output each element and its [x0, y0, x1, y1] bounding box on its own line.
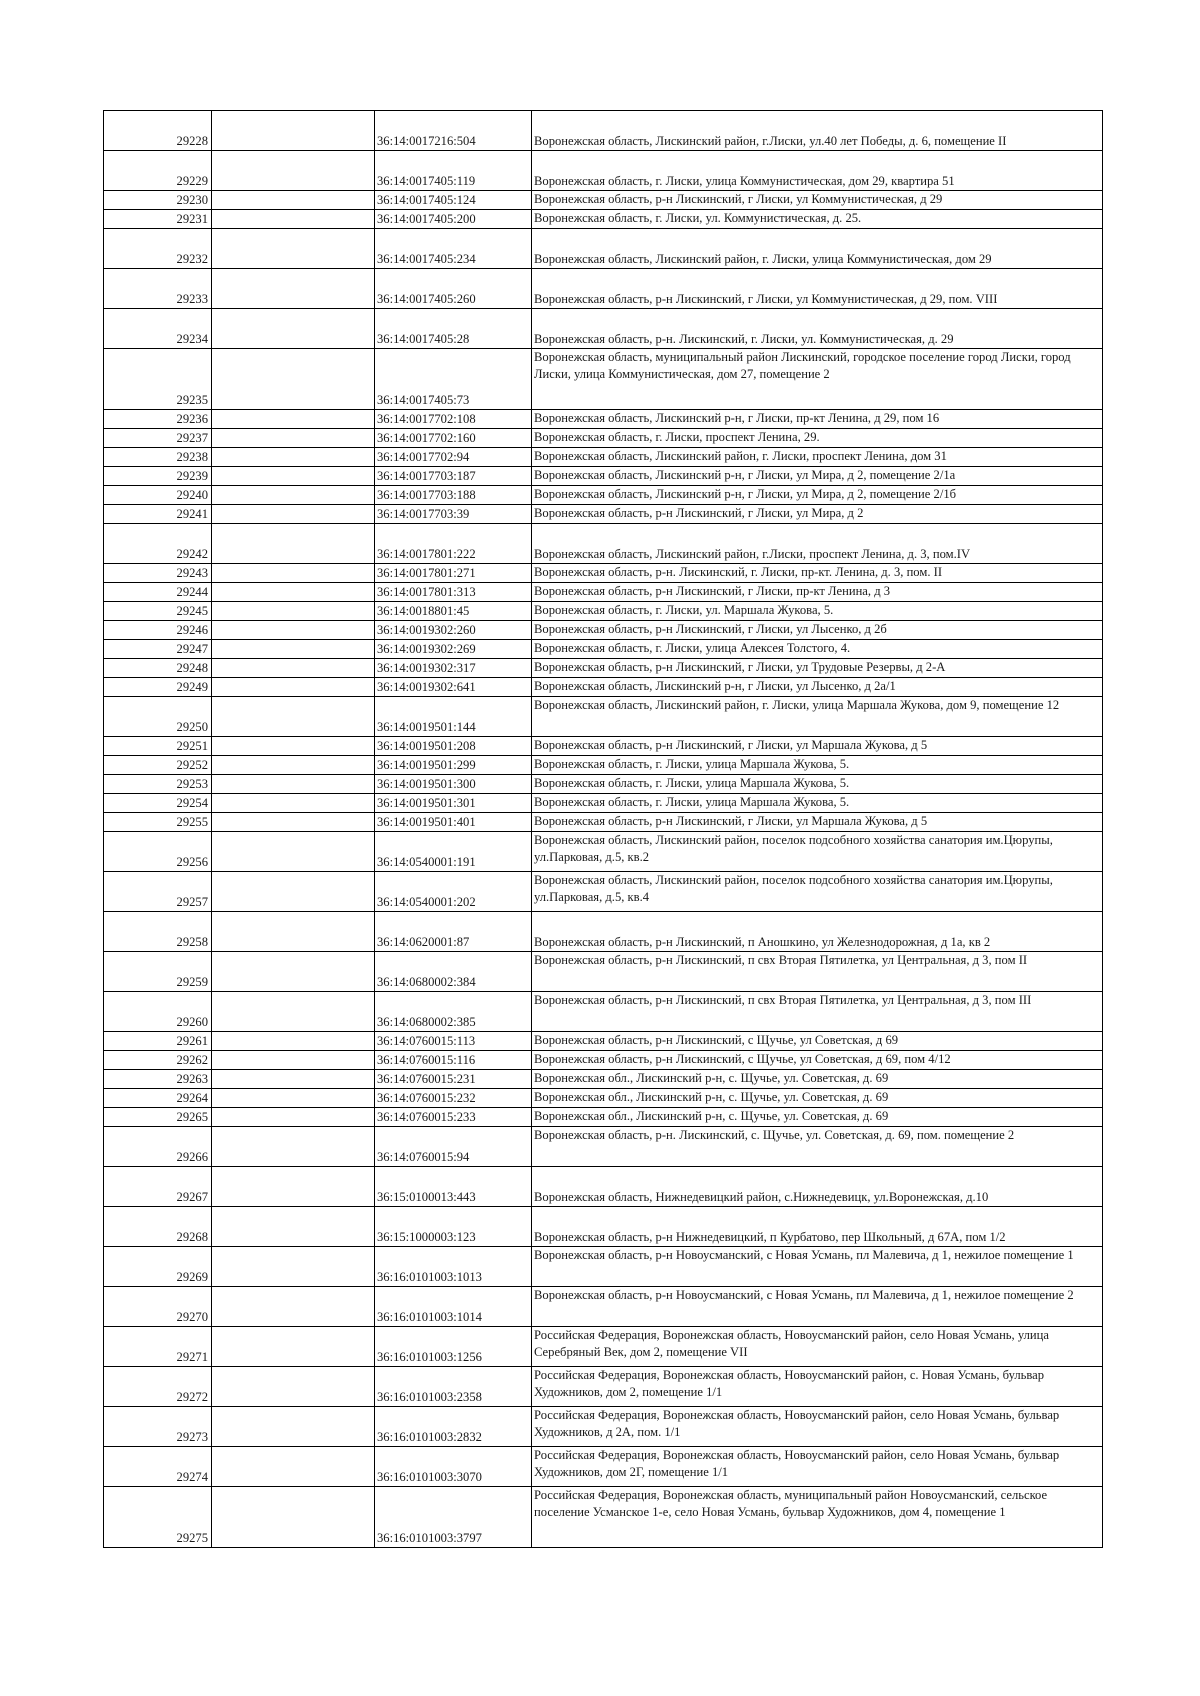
table-row	[104, 621, 1103, 640]
empty-cell	[212, 678, 375, 697]
empty-cell	[212, 467, 375, 486]
address-cell: Воронежская область, Лискинский р-н, г Лиски, пр-кт Ленина, д 29, пом 16	[532, 410, 1103, 429]
empty-cell	[212, 992, 375, 1032]
row-number-cell: 29263	[104, 1070, 212, 1089]
property-registry-table	[103, 110, 1103, 1548]
address-cell: Воронежская область, Лискинский район, г.Лиски, ул.40 лет Победы, д. 6, помещение II	[532, 111, 1103, 151]
cadastral-number-cell: 36:16:0101003:1014	[375, 1287, 532, 1327]
cadastral-number-cell: 36:14:0760015:232	[375, 1089, 532, 1108]
cadastral-number-cell: 36:14:0760015:231	[375, 1070, 532, 1089]
address-cell: Воронежская область, р-н Нижнедевицкий, п Курбатово, пер Школьный, д 67А, пом 1/2	[532, 1207, 1103, 1247]
empty-cell	[212, 1108, 375, 1127]
table-row	[104, 448, 1103, 467]
address-cell: Российская Федерация, Воронежская область, Новоусманский район, с. Новая Усмань, бульвар Художников, дом 2, помещение 1/1	[532, 1367, 1103, 1407]
empty-cell	[212, 229, 375, 269]
table-row	[104, 1108, 1103, 1127]
empty-cell	[212, 448, 375, 467]
address-cell: Воронежская область, Лискинский район, г. Лиски, улица Коммунистическая, дом 29	[532, 229, 1103, 269]
table-row	[104, 775, 1103, 794]
cadastral-number-cell: 36:14:0019302:269	[375, 640, 532, 659]
row-number-cell: 29229	[104, 151, 212, 191]
table-row	[104, 1367, 1103, 1407]
address-cell: Воронежская область, р-н Лискинский, п Аношкино, ул Железнодорожная, д 1а, кв 2	[532, 912, 1103, 952]
table-row	[104, 952, 1103, 992]
row-number-cell: 29240	[104, 486, 212, 505]
address-cell: Российская Федерация, Воронежская область, Новоусманский район, село Новая Усмань, бульвар Художников, д 2А, пом. 1/1	[532, 1407, 1103, 1447]
empty-cell	[212, 1127, 375, 1167]
row-number-cell: 29262	[104, 1051, 212, 1070]
table-row	[104, 602, 1103, 621]
empty-cell	[212, 756, 375, 775]
address-cell: Воронежская область, г. Лиски, улица Маршала Жукова, 5.	[532, 756, 1103, 775]
cadastral-number-cell: 36:14:0017405:234	[375, 229, 532, 269]
cadastral-number-cell: 36:14:0680002:385	[375, 992, 532, 1032]
row-number-cell: 29255	[104, 813, 212, 832]
address-cell: Воронежская обл., Лискинский р-н, с. Щучье, ул. Советская, д. 69	[532, 1070, 1103, 1089]
empty-cell	[212, 191, 375, 210]
empty-cell	[212, 1287, 375, 1327]
table-row	[104, 1407, 1103, 1447]
row-number-cell: 29268	[104, 1207, 212, 1247]
table-row	[104, 1447, 1103, 1487]
empty-cell	[212, 872, 375, 912]
cadastral-number-cell: 36:14:0017801:313	[375, 583, 532, 602]
table-row	[104, 564, 1103, 583]
row-number-cell: 29239	[104, 467, 212, 486]
empty-cell	[212, 1407, 375, 1447]
row-number-cell: 29275	[104, 1487, 212, 1548]
cadastral-number-cell: 36:14:0017405:260	[375, 269, 532, 309]
cadastral-number-cell: 36:14:0540001:202	[375, 872, 532, 912]
address-cell: Воронежская область, Нижнедевицкий район, с.Нижнедевицк, ул.Воронежская, д.10	[532, 1167, 1103, 1207]
empty-cell	[212, 813, 375, 832]
cadastral-number-cell: 36:14:0017405:200	[375, 210, 532, 229]
cadastral-number-cell: 36:14:0019302:317	[375, 659, 532, 678]
cadastral-number-cell: 36:15:0100013:443	[375, 1167, 532, 1207]
address-cell: Воронежская обл., Лискинский р-н, с. Щучье, ул. Советская, д. 69	[532, 1108, 1103, 1127]
table-row	[104, 794, 1103, 813]
address-cell: Воронежская область, Лискинский р-н, г Лиски, ул Лысенко, д 2а/1	[532, 678, 1103, 697]
row-number-cell: 29245	[104, 602, 212, 621]
empty-cell	[212, 659, 375, 678]
table-row	[104, 1051, 1103, 1070]
row-number-cell: 29247	[104, 640, 212, 659]
address-cell: Воронежская область, р-н Лискинский, г Лиски, ул Лысенко, д 2б	[532, 621, 1103, 640]
address-cell: Воронежская область, р-н Новоусманский, с Новая Усмань, пл Малевича, д 1, нежилое помещение 2	[532, 1287, 1103, 1327]
cadastral-number-cell: 36:14:0017216:504	[375, 111, 532, 151]
row-number-cell: 29259	[104, 952, 212, 992]
row-number-cell: 29244	[104, 583, 212, 602]
empty-cell	[212, 737, 375, 756]
cadastral-number-cell: 36:14:0017702:160	[375, 429, 532, 448]
address-cell: Воронежская область, р-н. Лискинский, г. Лиски, ул. Коммунистическая, д. 29	[532, 309, 1103, 349]
cadastral-number-cell: 36:14:0018801:45	[375, 602, 532, 621]
address-cell: Воронежская область, р-н Лискинский, с Щучье, ул Советская, д 69	[532, 1032, 1103, 1051]
address-cell: Воронежская область, Лискинский район, поселок подсобного хозяйства санатория им.Цюрупы, ул.Парковая, д.5, кв.2	[532, 832, 1103, 872]
address-cell: Воронежская область, муниципальный район Лискинский, городское поселение город Лиски, город Лиски, улица Коммунистическая, дом 27, помещение 2	[532, 349, 1103, 410]
address-cell: Воронежская область, р-н Новоусманский, с Новая Усмань, пл Малевича, д 1, нежилое помещение 1	[532, 1247, 1103, 1287]
cadastral-number-cell: 36:14:0017703:39	[375, 505, 532, 524]
table-row	[104, 191, 1103, 210]
row-number-cell: 29254	[104, 794, 212, 813]
table-row	[104, 1089, 1103, 1108]
cadastral-number-cell: 36:16:0101003:2358	[375, 1367, 532, 1407]
cadastral-number-cell: 36:14:0019302:260	[375, 621, 532, 640]
table-row	[104, 583, 1103, 602]
table-row	[104, 678, 1103, 697]
table-row	[104, 524, 1103, 564]
table-row	[104, 505, 1103, 524]
cadastral-number-cell: 36:14:0017801:222	[375, 524, 532, 564]
empty-cell	[212, 1247, 375, 1287]
empty-cell	[212, 1447, 375, 1487]
registry-table-body	[104, 111, 1103, 1548]
row-number-cell: 29237	[104, 429, 212, 448]
empty-cell	[212, 1051, 375, 1070]
address-cell: Российская Федерация, Воронежская область, Новоусманский район, село Новая Усмань, улица Серебряный Век, дом 2, помещение VII	[532, 1327, 1103, 1367]
empty-cell	[212, 794, 375, 813]
address-cell: Российская Федерация, Воронежская область, Новоусманский район, село Новая Усмань, бульвар Художников, дом 2Г, помещение 1/1	[532, 1447, 1103, 1487]
empty-cell	[212, 410, 375, 429]
empty-cell	[212, 1207, 375, 1247]
row-number-cell: 29258	[104, 912, 212, 952]
table-row	[104, 349, 1103, 410]
row-number-cell: 29241	[104, 505, 212, 524]
row-number-cell: 29256	[104, 832, 212, 872]
cadastral-number-cell: 36:14:0017702:94	[375, 448, 532, 467]
table-row	[104, 832, 1103, 872]
table-row	[104, 659, 1103, 678]
cadastral-number-cell: 36:14:0017702:108	[375, 410, 532, 429]
empty-cell	[212, 1070, 375, 1089]
address-cell: Воронежская область, г. Лиски, ул. Маршала Жукова, 5.	[532, 602, 1103, 621]
table-row	[104, 309, 1103, 349]
empty-cell	[212, 1367, 375, 1407]
empty-cell	[212, 151, 375, 191]
cadastral-number-cell: 36:14:0760015:113	[375, 1032, 532, 1051]
address-cell: Воронежская область, г. Лиски, ул. Коммунистическая, д. 25.	[532, 210, 1103, 229]
cadastral-number-cell: 36:16:0101003:2832	[375, 1407, 532, 1447]
empty-cell	[212, 1487, 375, 1548]
table-row	[104, 640, 1103, 659]
empty-cell	[212, 524, 375, 564]
cadastral-number-cell: 36:14:0760015:94	[375, 1127, 532, 1167]
row-number-cell: 29243	[104, 564, 212, 583]
address-cell: Воронежская область, р-н Лискинский, с Щучье, ул Советская, д 69, пом 4/12	[532, 1051, 1103, 1070]
row-number-cell: 29251	[104, 737, 212, 756]
cadastral-number-cell: 36:14:0019501:401	[375, 813, 532, 832]
table-row	[104, 1207, 1103, 1247]
empty-cell	[212, 621, 375, 640]
table-row	[104, 697, 1103, 737]
cadastral-number-cell: 36:16:0101003:3797	[375, 1487, 532, 1548]
cadastral-number-cell: 36:14:0017703:188	[375, 486, 532, 505]
empty-cell	[212, 1167, 375, 1207]
empty-cell	[212, 486, 375, 505]
address-cell: Воронежская область, Лискинский район, поселок подсобного хозяйства санатория им.Цюрупы, ул.Парковая, д.5, кв.4	[532, 872, 1103, 912]
cadastral-number-cell: 36:16:0101003:3070	[375, 1447, 532, 1487]
address-cell: Воронежская область, р-н. Лискинский, с. Щучье, ул. Советская, д. 69, пом. помещение 2	[532, 1127, 1103, 1167]
empty-cell	[212, 505, 375, 524]
table-row	[104, 486, 1103, 505]
empty-cell	[212, 309, 375, 349]
empty-cell	[212, 583, 375, 602]
cadastral-number-cell: 36:14:0019501:300	[375, 775, 532, 794]
row-number-cell: 29260	[104, 992, 212, 1032]
cadastral-number-cell: 36:15:1000003:123	[375, 1207, 532, 1247]
cadastral-number-cell: 36:14:0019501:299	[375, 756, 532, 775]
cadastral-number-cell: 36:14:0019501:144	[375, 697, 532, 737]
row-number-cell: 29232	[104, 229, 212, 269]
table-row	[104, 1487, 1103, 1548]
row-number-cell: 29261	[104, 1032, 212, 1051]
cadastral-number-cell: 36:14:0019501:208	[375, 737, 532, 756]
table-row	[104, 111, 1103, 151]
address-cell: Воронежская область, р-н Лискинский, п свх Вторая Пятилетка, ул Центральная, д 3, пом II	[532, 952, 1103, 992]
address-cell: Воронежская область, р-н Лискинский, г Лиски, ул Маршала Жукова, д 5	[532, 813, 1103, 832]
row-number-cell: 29272	[104, 1367, 212, 1407]
address-cell: Воронежская область, Лискинский район, г.Лиски, проспект Ленина, д. 3, пом.IV	[532, 524, 1103, 564]
row-number-cell: 29264	[104, 1089, 212, 1108]
table-row	[104, 229, 1103, 269]
empty-cell	[212, 640, 375, 659]
table-row	[104, 151, 1103, 191]
table-row	[104, 467, 1103, 486]
row-number-cell: 29253	[104, 775, 212, 794]
empty-cell	[212, 952, 375, 992]
address-cell: Воронежская область, р-н Лискинский, г Лиски, ул Коммунистическая, д 29, пом. VIII	[532, 269, 1103, 309]
row-number-cell: 29266	[104, 1127, 212, 1167]
address-cell: Воронежская область, р-н Лискинский, п свх Вторая Пятилетка, ул Центральная, д 3, пом III	[532, 992, 1103, 1032]
cadastral-number-cell: 36:14:0540001:191	[375, 832, 532, 872]
address-cell: Воронежская область, Лискинский район, г. Лиски, проспект Ленина, дом 31	[532, 448, 1103, 467]
row-number-cell: 29230	[104, 191, 212, 210]
row-number-cell: 29228	[104, 111, 212, 151]
table-row	[104, 410, 1103, 429]
address-cell: Воронежская область, г. Лиски, проспект Ленина, 29.	[532, 429, 1103, 448]
empty-cell	[212, 832, 375, 872]
address-cell: Воронежская область, Лискинский р-н, г Лиски, ул Мира, д 2, помещение 2/1а	[532, 467, 1103, 486]
row-number-cell: 29234	[104, 309, 212, 349]
table-row	[104, 737, 1103, 756]
cadastral-number-cell: 36:14:0017405:119	[375, 151, 532, 191]
row-number-cell: 29236	[104, 410, 212, 429]
table-row	[104, 992, 1103, 1032]
row-number-cell: 29233	[104, 269, 212, 309]
table-row	[104, 269, 1103, 309]
empty-cell	[212, 1327, 375, 1367]
row-number-cell: 29242	[104, 524, 212, 564]
row-number-cell: 29269	[104, 1247, 212, 1287]
row-number-cell: 29274	[104, 1447, 212, 1487]
row-number-cell: 29231	[104, 210, 212, 229]
empty-cell	[212, 429, 375, 448]
empty-cell	[212, 111, 375, 151]
row-number-cell: 29267	[104, 1167, 212, 1207]
row-number-cell: 29248	[104, 659, 212, 678]
empty-cell	[212, 912, 375, 952]
row-number-cell: 29270	[104, 1287, 212, 1327]
address-cell: Воронежская обл., Лискинский р-н, с. Щучье, ул. Советская, д. 69	[532, 1089, 1103, 1108]
empty-cell	[212, 564, 375, 583]
table-row	[104, 1327, 1103, 1367]
address-cell: Воронежская область, Лискинский р-н, г Лиски, ул Мира, д 2, помещение 2/1б	[532, 486, 1103, 505]
cadastral-number-cell: 36:16:0101003:1256	[375, 1327, 532, 1367]
cadastral-number-cell: 36:14:0017405:124	[375, 191, 532, 210]
table-row	[104, 1247, 1103, 1287]
address-cell: Воронежская область, г. Лиски, улица Коммунистическая, дом 29, квартира 51	[532, 151, 1103, 191]
cadastral-number-cell: 36:14:0017405:73	[375, 349, 532, 410]
address-cell: Воронежская область, р-н Лискинский, г Лиски, ул Мира, д 2	[532, 505, 1103, 524]
empty-cell	[212, 697, 375, 737]
table-row	[104, 1070, 1103, 1089]
table-row	[104, 429, 1103, 448]
address-cell: Воронежская область, г. Лиски, улица Маршала Жукова, 5.	[532, 794, 1103, 813]
cadastral-number-cell: 36:14:0017405:28	[375, 309, 532, 349]
table-row	[104, 1167, 1103, 1207]
empty-cell	[212, 349, 375, 410]
table-row	[104, 1032, 1103, 1051]
row-number-cell: 29249	[104, 678, 212, 697]
cadastral-number-cell: 36:14:0760015:116	[375, 1051, 532, 1070]
empty-cell	[212, 269, 375, 309]
table-row	[104, 813, 1103, 832]
cadastral-number-cell: 36:14:0019302:641	[375, 678, 532, 697]
table-row	[104, 872, 1103, 912]
empty-cell	[212, 1032, 375, 1051]
cadastral-number-cell: 36:14:0017703:187	[375, 467, 532, 486]
row-number-cell: 29265	[104, 1108, 212, 1127]
row-number-cell: 29257	[104, 872, 212, 912]
row-number-cell: 29250	[104, 697, 212, 737]
address-cell: Воронежская область, Лискинский район, г. Лиски, улица Маршала Жукова, дом 9, помещение 12	[532, 697, 1103, 737]
cadastral-number-cell: 36:14:0760015:233	[375, 1108, 532, 1127]
empty-cell	[212, 775, 375, 794]
table-row	[104, 756, 1103, 775]
row-number-cell: 29246	[104, 621, 212, 640]
table-row	[104, 912, 1103, 952]
cadastral-number-cell: 36:14:0019501:301	[375, 794, 532, 813]
empty-cell	[212, 1089, 375, 1108]
row-number-cell: 29271	[104, 1327, 212, 1367]
address-cell: Воронежская область, р-н Лискинский, г Лиски, ул Коммунистическая, д 29	[532, 191, 1103, 210]
address-cell: Воронежская область, р-н Лискинский, г Лиски, ул Трудовые Резервы, д 2-А	[532, 659, 1103, 678]
cadastral-number-cell: 36:14:0620001:87	[375, 912, 532, 952]
cadastral-number-cell: 36:16:0101003:1013	[375, 1247, 532, 1287]
cadastral-number-cell: 36:14:0680002:384	[375, 952, 532, 992]
address-cell: Воронежская область, р-н. Лискинский, г. Лиски, пр-кт. Ленина, д. 3, пом. II	[532, 564, 1103, 583]
address-cell: Российская Федерация, Воронежская область, муниципальный район Новоусманский, сельское поселение Усманское 1-е, село Новая Усмань, бульвар Художников, дом 4, помещение 1	[532, 1487, 1103, 1548]
empty-cell	[212, 602, 375, 621]
address-cell: Воронежская область, г. Лиски, улица Алексея Толстого, 4.	[532, 640, 1103, 659]
address-cell: Воронежская область, г. Лиски, улица Маршала Жукова, 5.	[532, 775, 1103, 794]
empty-cell	[212, 210, 375, 229]
cadastral-number-cell: 36:14:0017801:271	[375, 564, 532, 583]
row-number-cell: 29238	[104, 448, 212, 467]
table-row	[104, 1127, 1103, 1167]
table-row	[104, 1287, 1103, 1327]
address-cell: Воронежская область, р-н Лискинский, г Лиски, пр-кт Ленина, д 3	[532, 583, 1103, 602]
address-cell: Воронежская область, р-н Лискинский, г Лиски, ул Маршала Жукова, д 5	[532, 737, 1103, 756]
row-number-cell: 29273	[104, 1407, 212, 1447]
table-row	[104, 210, 1103, 229]
row-number-cell: 29235	[104, 349, 212, 410]
row-number-cell: 29252	[104, 756, 212, 775]
